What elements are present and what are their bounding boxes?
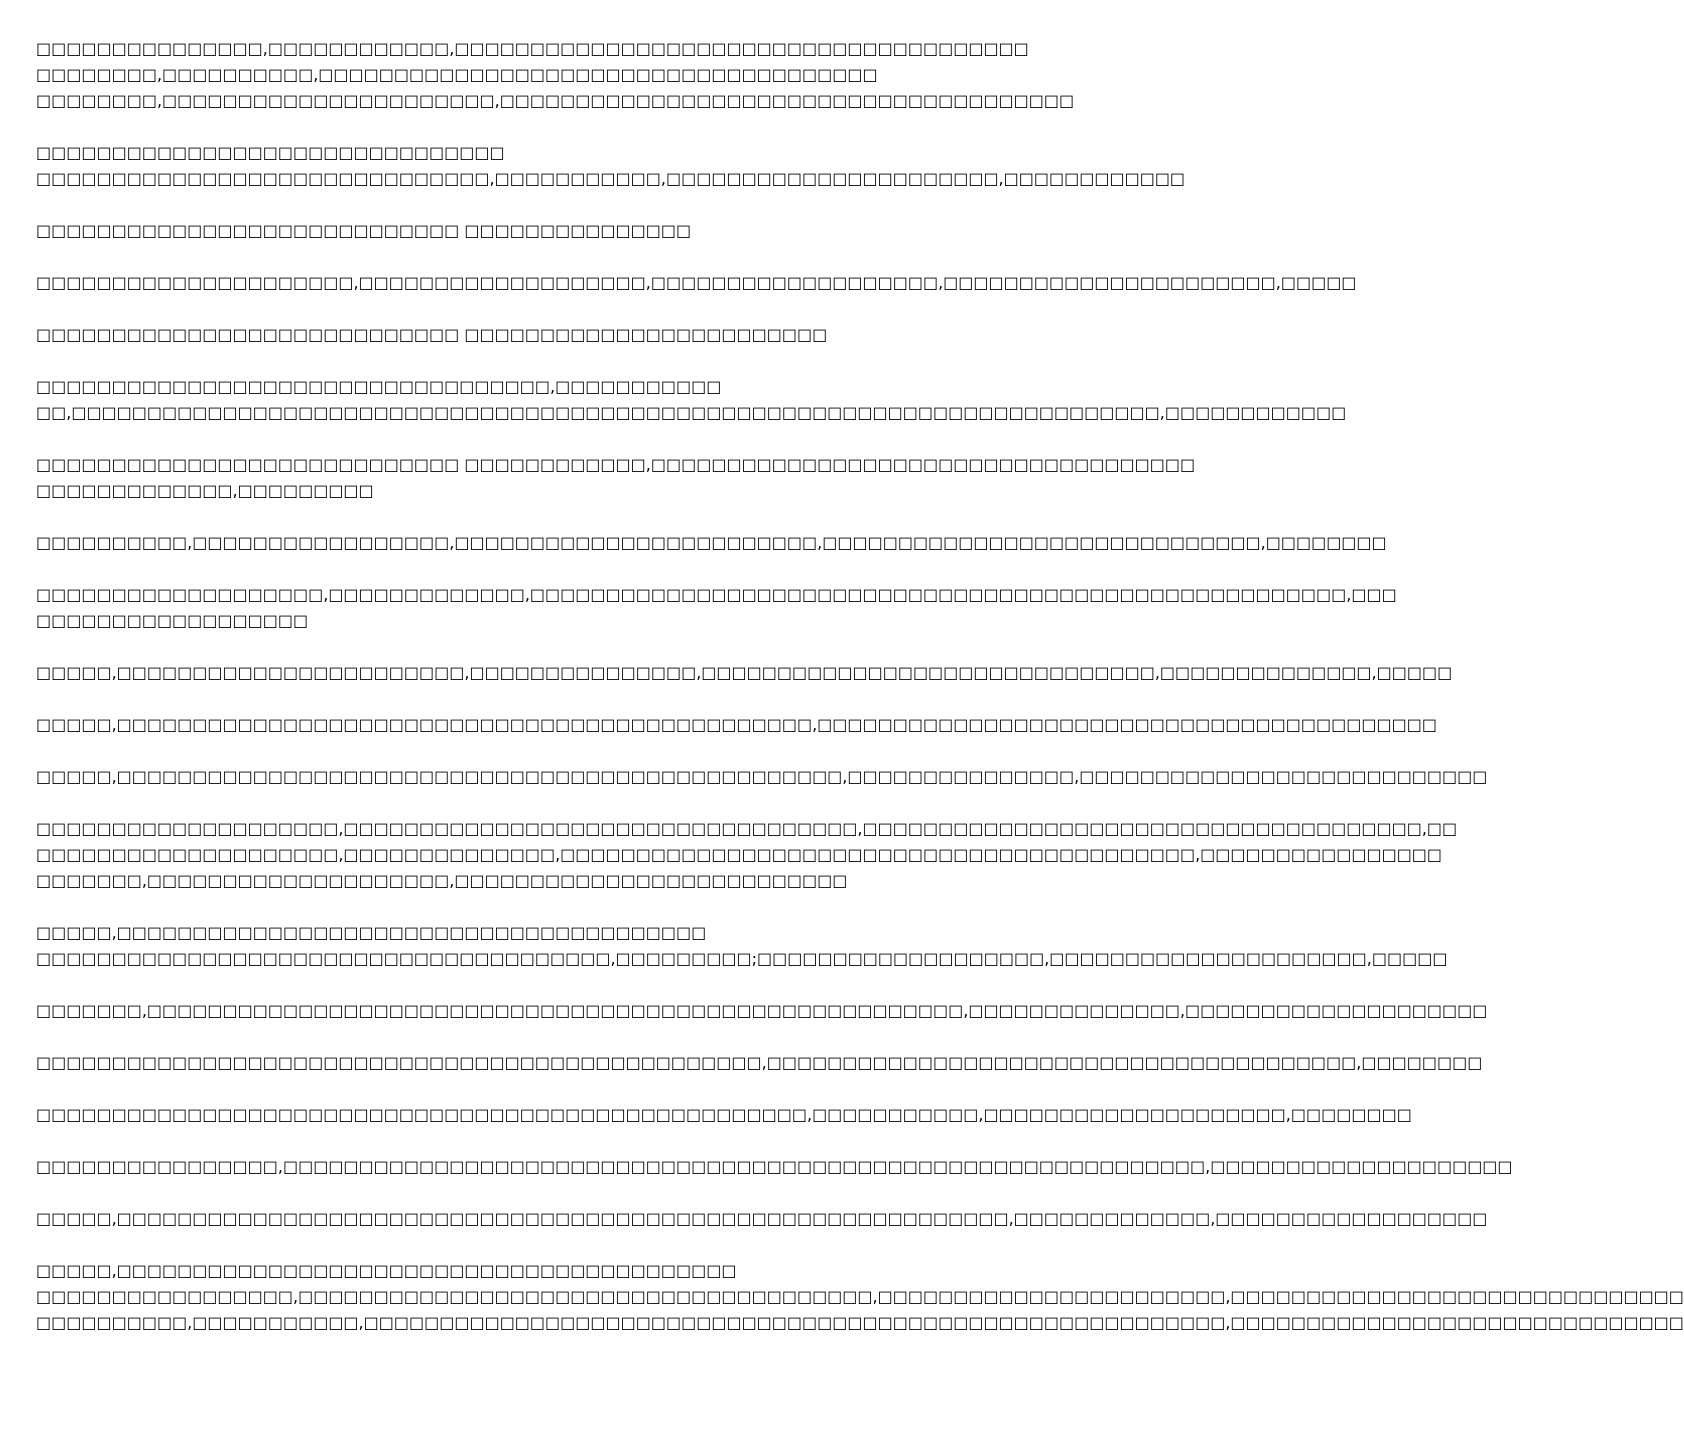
text-line: □□□□□□□□□□□□□□□□□□□□□□□□□□□□ □□□□□□□□□□□□,□□□□□□□□□□□□□□□□□□□□□□□□□□□□□□□□□□□□ — [36, 455, 1196, 474]
text-line: □□□□□□□,□□□□□□□□□□□□□□□□□□□□□□□□□□□□□□□□□□□□□□□□□□□□□□□□□□□□□□,□□□□□□□□□□□□□□,□□□□□□□□□□□□□□□□□□□□ — [36, 1001, 1488, 1020]
paragraph — [36, 140, 1186, 192]
paragraph — [36, 452, 1196, 504]
paragraph — [36, 36, 1075, 114]
paragraph — [36, 270, 1357, 296]
paragraph — [36, 1102, 1412, 1128]
text-line: □□□□□□□,□□□□□□□□□□□□□□□□□□□□,□□□□□□□□□□□□□□□□□□□□□□□□□□ — [36, 871, 848, 890]
paragraph — [36, 322, 990, 348]
text-line: □□□□□,□□□□□□□□□□□□□□□□□□□□□□□□□□□□□□□□□□□□□□□□□ — [36, 1261, 737, 1280]
text-line: □□□□□□□□□□□□□□□□□□□□□□□□□□□□ □□□□□□□□□□□□□□□ — [36, 221, 692, 240]
text-line: □□□□□,□□□□□□□□□□□□□□□□□□□□□□□□□□□□□□□□□□□□□□□ — [36, 923, 707, 942]
paragraph — [36, 582, 1397, 634]
text-line: □□□□□□□□,□□□□□□□□□□,□□□□□□□□□□□□□□□□□□□□□□□□□□□□□□□□□□□□□ — [36, 65, 878, 84]
paragraph — [36, 1258, 1684, 1336]
paragraph — [36, 998, 1488, 1024]
paragraph — [36, 1050, 1483, 1076]
text-line: □□□□□□□□□□□□□□□□□□ — [36, 611, 309, 630]
text-line: □□□□□□□□□□□□□□□□□,□□□□□□□□□□□□□□□□□□□□□□□□□□□□□□□□□□□□□□,□□□□□□□□□□□□□□□□□□□□□□□,□□□□□□□□□□□□□□□□□□□□□□□□□□□□□□ — [36, 1287, 1684, 1306]
text-line: □□□□□,□□□□□□□□□□□□□□□□□□□□□□□,□□□□□□□□□□□□□□□,□□□□□□□□□□□□□□□□□□□□□□□□□□□□□□,□□□□□□□□□□□□□□,□□□□□ — [36, 663, 1453, 682]
text-line: □□□□□□□□□□□□□□□□□□□□□□□□□□□□□□□□□□□□□□,□□□□□□□□□;□□□□□□□□□□□□□□□□□□□,□□□□□□□□□□□□□□□□□□□□□,□□□□□ — [36, 949, 1448, 968]
text-line: □□□□□□□□□□□□□□□□□□□□□□□□□□□□□□,□□□□□□□□□□□,□□□□□□□□□□□□□□□□□□□□□□,□□□□□□□□□□□□ — [36, 169, 1186, 188]
text-line: □□□□□□□□□□□□□□□□□□□,□□□□□□□□□□□□□,□□□□□□□□□□□□□□□□□□□□□□□□□□□□□□□□□□□□□□□□□□□□□□□□□□□□□□,□□□ — [36, 585, 1397, 604]
paragraph — [36, 816, 1458, 894]
text-line: □□□□□□□□□□□□□□□□□□□□□□□□□□□□□□□ — [36, 143, 505, 162]
text-line: □□□□□□□□□□□□□,□□□□□□□□□ — [36, 481, 374, 500]
text-line: □□□□□□□□□□□□□□□□□□□□,□□□□□□□□□□□□□□□□□□□□□□□□□□□□□□□□□□,□□□□□□□□□□□□□□□□□□□□□□□□□□□□□□□□□□□□□,□□ — [36, 819, 1458, 838]
paragraph — [36, 1206, 1488, 1232]
paragraph — [36, 660, 1453, 686]
text-line: □□□□□□□□□□□□□□□□□□□□□,□□□□□□□□□□□□□□□□□□□,□□□□□□□□□□□□□□□□□□□,□□□□□□□□□□□□□□□□□□□□□□,□□□□□ — [36, 273, 1357, 292]
text-line: □□□□□□□□□□,□□□□□□□□□□□□□□□□□,□□□□□□□□□□□□□□□□□□□□□□□□,□□□□□□□□□□□□□□□□□□□□□□□□□□□□□,□□□□□□□□ — [36, 533, 1387, 552]
paragraph — [36, 1154, 1513, 1180]
paragraph — [36, 374, 1347, 426]
text-line: □□□□□□□□□□□□□□□□□□□□□□□□□□□□ □□□□□□□□□□□□□□□□□□□□□□□□ — [36, 325, 828, 344]
paragraph — [36, 530, 1387, 556]
text-line: □□□□□□□□□□□□□□□□□□□□,□□□□□□□□□□□□□□,□□□□□□□□□□□□□□□□□□□□□□□□□□□□□□□□□□□□□□□□□□,□□□□□□□□□□□□□□□□ — [36, 845, 1443, 864]
text-line: □□□□□□□□□□□□□□□□□□□□□□□□□□□□□□□□□□,□□□□□□□□□□□ — [36, 377, 722, 396]
paragraph — [36, 764, 1488, 790]
text-line: □□□□□,□□□□□□□□□□□□□□□□□□□□□□□□□□□□□□□□□□□□□□□□□□□□□□□□,□□□□□□□□□□□□□□□,□□□□□□□□□□□□□□□□□□□□□□□□□□□ — [36, 767, 1488, 786]
document-body — [36, 36, 1684, 1362]
text-line: □□□□□,□□□□□□□□□□□□□□□□□□□□□□□□□□□□□□□□□□□□□□□□□□□□□□□□□□□□□□□□□□□,□□□□□□□□□□□□□,□□□□□□□□□□□□□□□□□□ — [36, 1209, 1488, 1228]
text-line: □□,□□□□□□□□□□□□□□□□□□□□□□□□□□□□□□□□□□□□□□□□□□□□□□□□□□□□□□□□□□□□□□□□□□□□□□□□,□□□□□□□□□□□□ — [36, 403, 1347, 422]
text-line: □□□□□□□□,□□□□□□□□□□□□□□□□□□□□□□,□□□□□□□□□□□□□□□□□□□□□□□□□□□□□□□□□□□□□□ — [36, 91, 1075, 110]
text-line: □□□□□□□□□□,□□□□□□□□□□□,□□□□□□□□□□□□□□□□□□□□□□□□□□□□□□□□□□□□□□□□□□□□□□□□□□□□□□□□□,□□□□□□□□□□□□□□□□□□□□□□□□□□□□□□ — [36, 1313, 1684, 1332]
paragraph — [36, 920, 1448, 972]
text-line: □□□□□□□□□□□□□□□,□□□□□□□□□□□□,□□□□□□□□□□□□□□□□□□□□□□□□□□□□□□□□□□□□□□ — [36, 39, 1029, 58]
text-line: □□□□□□□□□□□□□□□□□□□□□□□□□□□□□□□□□□□□□□□□□□□□□□□□,□□□□□□□□□□□□□□□□□□□□□□□□□□□□□□□□□□□□□□□,□□□□□□□□ — [36, 1053, 1483, 1072]
paragraph — [36, 218, 990, 244]
text-line: □□□□□,□□□□□□□□□□□□□□□□□□□□□□□□□□□□□□□□□□□□□□□□□□□□□□,□□□□□□□□□□□□□□□□□□□□□□□□□□□□□□□□□□□□□□□□□ — [36, 715, 1437, 734]
text-line: □□□□□□□□□□□□□□□□□□□□□□□□□□□□□□□□□□□□□□□□□□□□□□□□□□□,□□□□□□□□□□□,□□□□□□□□□□□□□□□□□□□□,□□□□□□□□ — [36, 1105, 1412, 1124]
paragraph — [36, 712, 1437, 738]
text-line: □□□□□□□□□□□□□□□□,□□□□□□□□□□□□□□□□□□□□□□□□□□□□□□□□□□□□□□□□□□□□□□□□□□□□□□□□□□□□□,□□□□□□□□□□□□□□□□□□□□ — [36, 1157, 1513, 1176]
